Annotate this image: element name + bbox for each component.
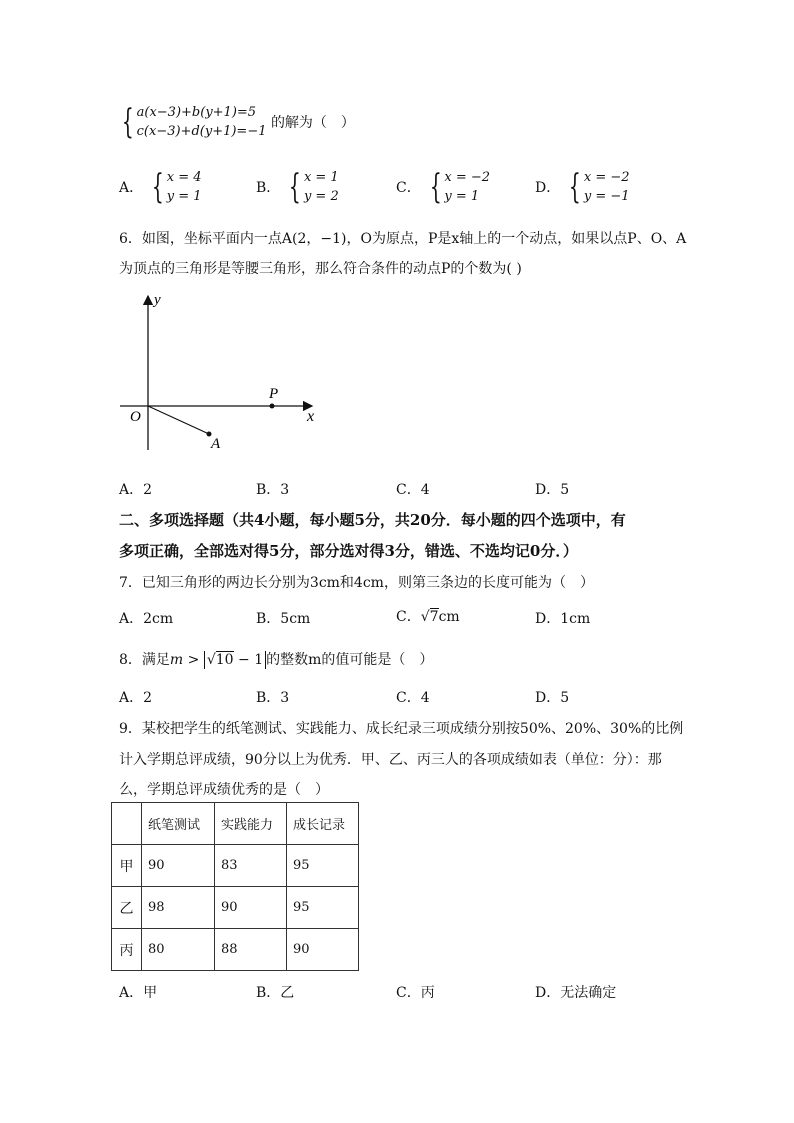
brace-icon: { (121, 102, 134, 142)
q8-stem: 8．满足m > √10 − 1 的整数m的值可能是（ ） (119, 652, 434, 668)
q5-stem (117, 103, 355, 141)
point-p (270, 404, 275, 409)
q9-line1: 9．某校把学生的纸笔测试、实践能力、成长纪录三项成绩分别按50%、20%、30%的比例 (119, 721, 684, 737)
q9-option-d: D．无法确定 (535, 985, 617, 1001)
q5-eq1: a(x−3)+b(y+1)=5 (136, 105, 257, 120)
q7-option-b: B．5cm (256, 611, 311, 627)
q5-option-c: C． { x = −2 y = 1 (396, 167, 491, 207)
table-row (112, 929, 359, 971)
q5-option-d: D． { x = −2 y = −1 (535, 167, 630, 207)
q9-option-a: A．甲 (119, 985, 158, 1001)
a-label: A (211, 436, 221, 452)
table-header: 纸笔测试 (142, 803, 215, 845)
q6-figure (110, 288, 340, 456)
table-cell: 95 (287, 845, 359, 887)
brace-icon: { (289, 167, 302, 207)
q5-suffix: 的解为（ ） (270, 115, 355, 131)
table-header: 成长记录 (287, 803, 359, 845)
q5-option-a: A． { x = 4 y = 1 (119, 167, 202, 207)
table-cell: 90 (215, 887, 287, 929)
y-label: y (154, 292, 161, 308)
table-cell: 甲 (112, 845, 142, 887)
score-table (111, 802, 359, 971)
brace-icon: { (429, 167, 442, 207)
q7-option-a: A．2cm (119, 611, 174, 627)
q7-option-c: C．√7cm (396, 609, 460, 625)
section2-heading-line1: 二、多项选择题（共4小题，每小题5分，共20分．每小题的四个选项中，有 (119, 511, 626, 529)
q6-option-d: D．5 (535, 482, 570, 498)
q7-option-d: D．1cm (535, 611, 591, 627)
p-label: P (269, 386, 279, 402)
q5-equation-system (117, 103, 266, 141)
q5-option-b: B． { x = 1 y = 2 (256, 167, 339, 207)
table-cell: 90 (142, 845, 215, 887)
q9-line2: 计入学期总评成绩，90分以上为优秀．甲、乙、丙三人的各项成绩如表（单位：分）：那 (119, 752, 662, 768)
q6-line1: 6．如图，坐标平面内一点A(2，−1)，O为原点，P是x轴上的一个动点，如果以点P、O、A (119, 231, 687, 247)
q8-option-a: A．2 (119, 690, 153, 706)
table-cell: 88 (215, 929, 287, 971)
o-label: O (130, 409, 141, 425)
q7-stem: 7．已知三角形的两边长分别为3cm和4cm，则第三条边的长度可能为（ ） (119, 575, 594, 591)
q9-option-b: B．乙 (256, 985, 295, 1001)
table-cell: 80 (142, 929, 215, 971)
q8-option-d: D．5 (535, 690, 570, 706)
q9-option-c: C．丙 (396, 985, 435, 1001)
q6-line2: 为顶点的三角形是等腰三角形，那么符合条件的动点P的个数为( ) (119, 261, 522, 277)
q6-option-c: C．4 (396, 482, 430, 498)
table-row (112, 887, 359, 929)
table-cell: 98 (142, 887, 215, 929)
table-cell: 83 (215, 845, 287, 887)
abs-value-expression: √10 − 1 (204, 651, 266, 669)
q9-line3: 么，学期总评成绩优秀的是（ ） (119, 782, 329, 798)
q6-option-a: A．2 (119, 482, 153, 498)
q6-option-b: B．3 (256, 482, 290, 498)
q5-eq2: c(x−3)+d(y+1)=−1 (136, 124, 267, 139)
table-header: 实践能力 (215, 803, 287, 845)
table-cell: 90 (287, 929, 359, 971)
table-cell (112, 803, 142, 845)
table-cell: 95 (287, 887, 359, 929)
sqrt-icon: √ (420, 609, 430, 625)
q8-option-b: B．3 (256, 690, 290, 706)
section2-heading-line2: 多项正确，全部选对得5分，部分选对得3分，错选、不选均记0分．） (119, 542, 578, 560)
segment-oa (148, 406, 209, 434)
table-row (112, 845, 359, 887)
table-cell: 丙 (112, 929, 142, 971)
table-header-row (112, 803, 359, 845)
table-cell: 乙 (112, 887, 142, 929)
q8-option-c: C．4 (396, 690, 430, 706)
sqrt-icon: √ (206, 652, 216, 668)
x-label: x (307, 408, 315, 425)
brace-icon: { (151, 167, 164, 207)
brace-icon: { (569, 167, 582, 207)
